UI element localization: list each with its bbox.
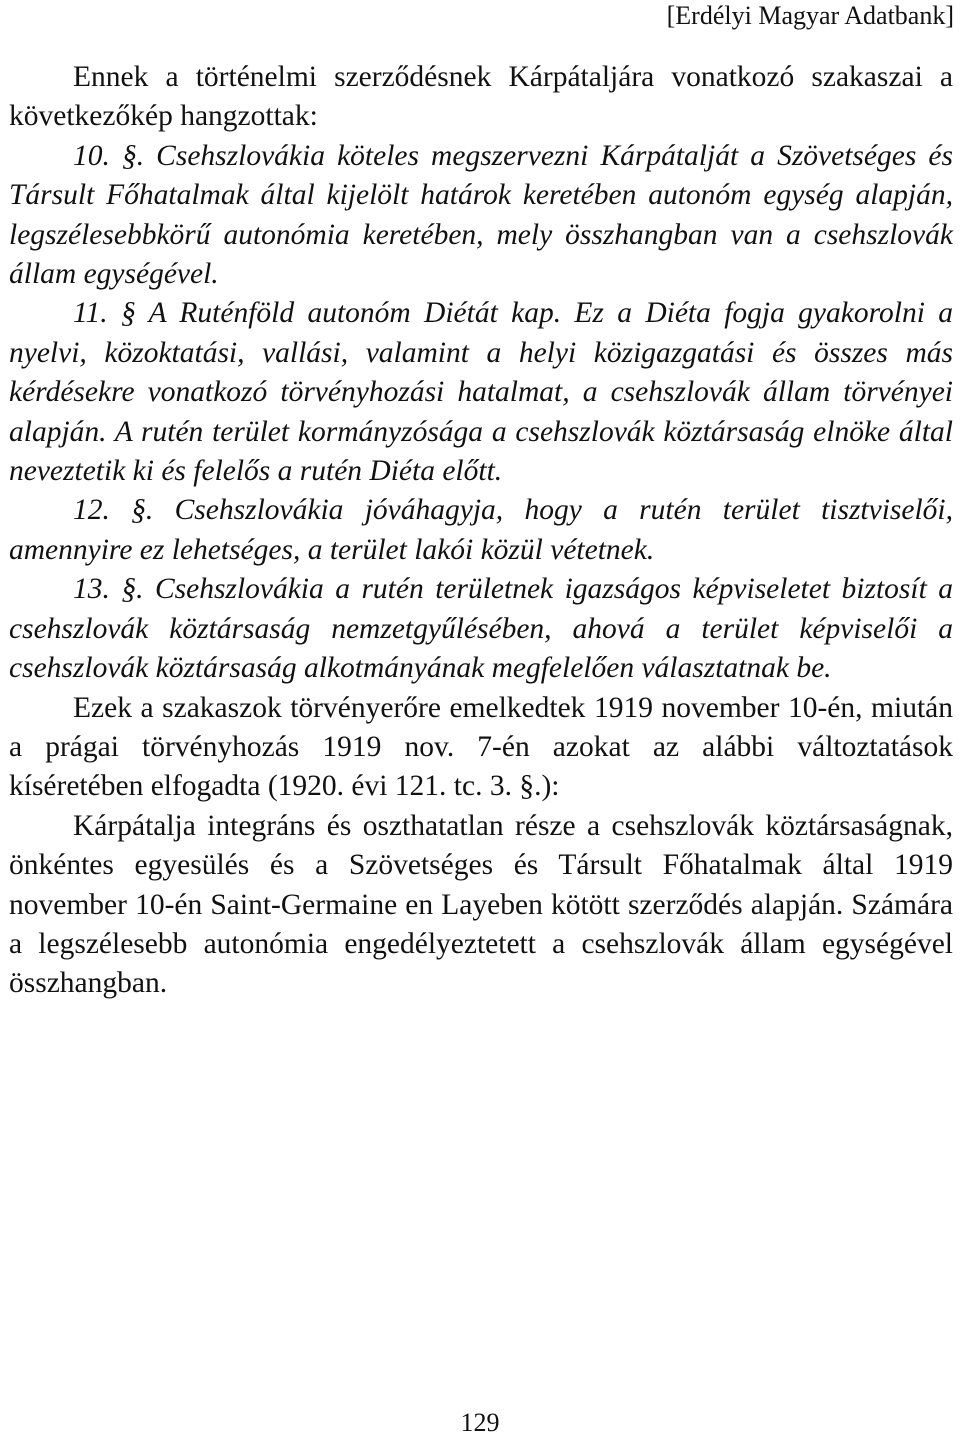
- enactment-paragraph: Ezek a szakaszok törvényerőre emelkedtek 1919 november 10-én, miután a prágai törvényhozás 1919 nov. 7-én azokat az alábbi változtatások kíséretében elfogadta (1920. évi 121. tc. 3. §.):: [9, 691, 953, 803]
- section-11-paragraph: 11. § A Ruténföld autonóm Diétát kap. Ez a Diéta fogja gyakorolni a nyelvi, közoktatási, vallási, valamint a helyi közigazgatási és összes más kérdésekre vonatkozó törvényhozási hatalmat, a csehszlovák állam törvényei alapján. A rutén terület kormányzósága a csehszlovák köztársaság elnöke által neveztetik ki és felelős a rutén Diéta előtt.: [9, 297, 953, 488]
- section-10-paragraph: 10. §. Csehszlovákia köteles megszervezni Kárpátalját a Szövetséges és Társult Főhatalmak által kijelölt határok keretében autonóm egység alapján, legszélesebbkörű autonómia keretében, mely összhangban van a csehszlovák állam egységével.: [9, 139, 953, 291]
- source-header: [Erdélyi Magyar Adatbank]: [666, 1, 954, 30]
- intro-paragraph: Ennek a történelmi szerződésnek Kárpátaljára vonatkozó szakaszai a következőkép hangzottak:: [9, 61, 953, 133]
- autonomy-paragraph: Kárpátalja integráns és oszthatatlan része a csehszlovák köztársaságnak, önkéntes egyesülés és a Szövetséges és Társult Főhatalmak által 1919 november 10-én Saint-Germaine en Layeben kötött szerződés alapján. Számára a legszélesebb autonómia engedélyeztetett a csehszlovák állam egységével összhangban.: [9, 809, 953, 1000]
- page-number: 129: [460, 1408, 500, 1437]
- section-13-paragraph: 13. §. Csehszlovákia a rutén területnek igazságos képviseletet biztosít a csehszlovák köztársaság nemzetgyűlésében, ahová a terület képviselői a csehszlovák köztársaság alkotmányának megfelelően választatnak be.: [9, 573, 953, 685]
- document-body: [9, 58, 953, 1004]
- section-12-paragraph: 12. §. Csehszlovákia jóváhagyja, hogy a rutén terület tisztviselői, amennyire ez lehetséges, a terület lakói közül vétetnek.: [9, 494, 953, 566]
